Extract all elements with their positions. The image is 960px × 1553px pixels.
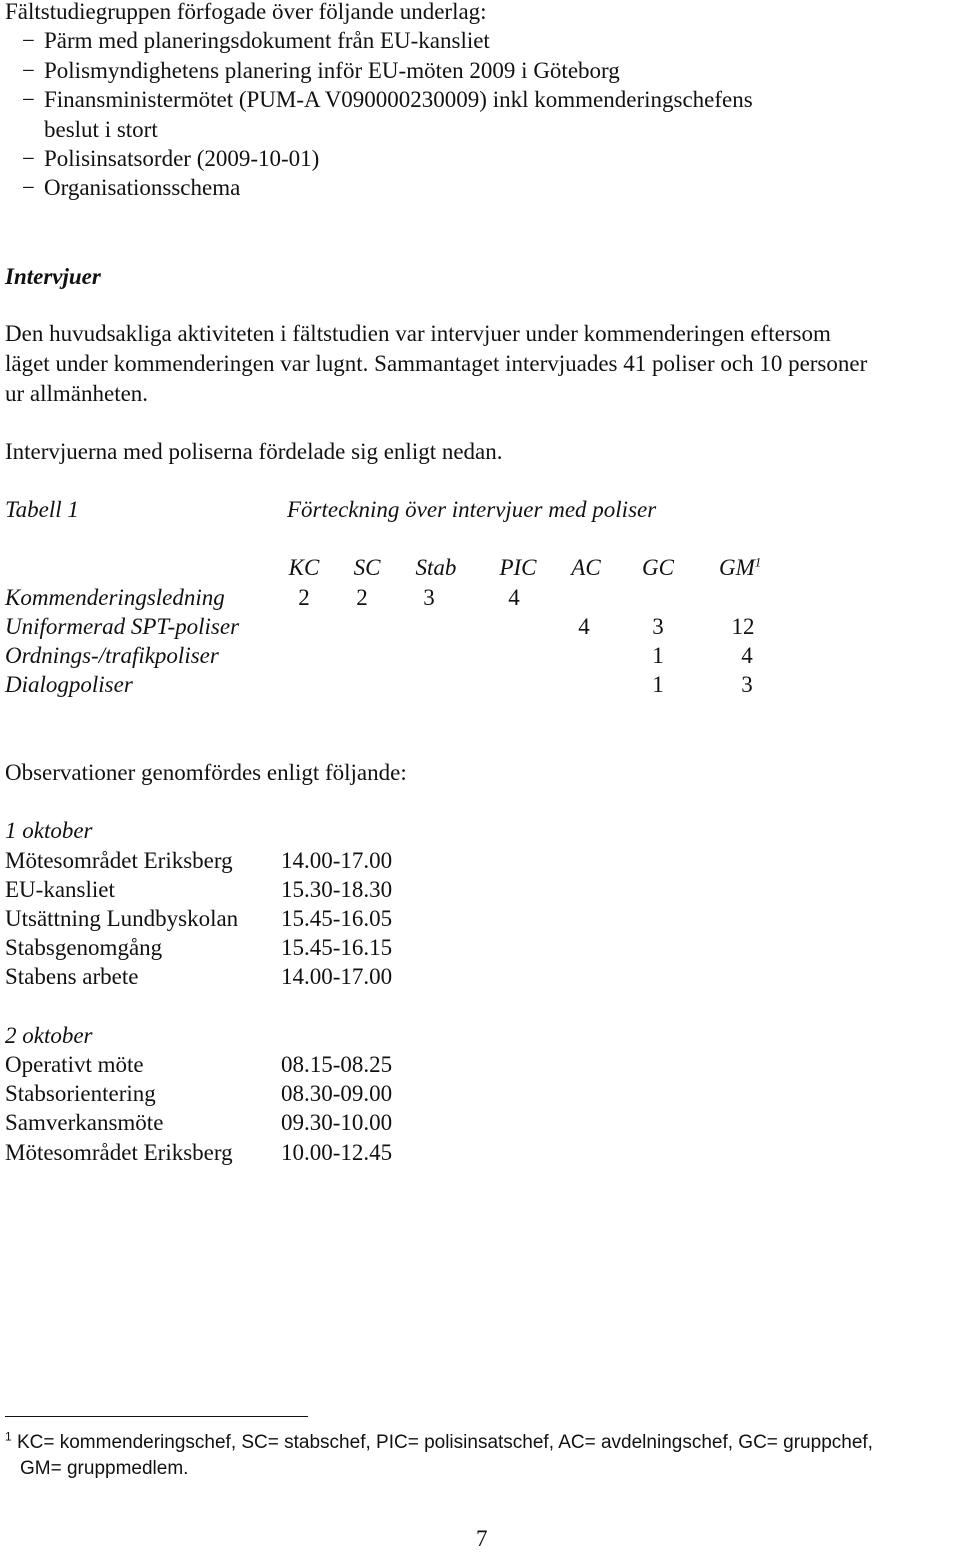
table-row-label: Kommenderingsledning <box>5 585 225 610</box>
table-cell: 3 <box>741 672 753 697</box>
observation-place: Mötesområdet Eriksberg <box>5 848 233 873</box>
column-header-stab: Stab <box>415 555 457 580</box>
paragraph-line: Den huvudsakliga aktiviteten i fältstudien var intervjuer under kommenderingen eftersom <box>5 321 831 346</box>
table-cell: 2 <box>298 585 310 610</box>
list-item: Pärm med planeringsdokument från EU-kansliet <box>44 28 490 53</box>
list-item: Organisationsschema <box>44 175 241 200</box>
observation-time: 15.45-16.15 <box>281 935 393 960</box>
list-dash: − <box>22 146 35 171</box>
observation-time: 08.15-08.25 <box>281 1052 393 1077</box>
table-label: Tabell 1 <box>5 497 79 522</box>
section-heading: Intervjuer <box>5 264 101 289</box>
observation-time: 15.30-18.30 <box>281 877 393 902</box>
observation-place: Samverkansmöte <box>5 1110 164 1135</box>
column-header-gm-label: GM <box>719 555 755 580</box>
observation-time: 10.00-12.45 <box>281 1140 393 1165</box>
observation-time: 09.30-10.00 <box>281 1110 393 1135</box>
list-dash: − <box>22 87 35 112</box>
observation-time: 14.00-17.00 <box>281 848 393 873</box>
observation-place: Stabsgenomgång <box>5 935 163 960</box>
observations-intro: Observationer genomfördes enligt följande: <box>5 760 407 785</box>
observation-time: 15.45-16.05 <box>281 906 393 931</box>
table-cell: 4 <box>741 643 753 668</box>
table-cell: 4 <box>578 614 590 639</box>
page-number: 7 <box>476 1526 488 1551</box>
list-dash: − <box>22 58 35 83</box>
footnote-line <box>5 1431 873 1455</box>
table-row-label: Dialogpoliser <box>5 672 133 697</box>
list-item: Polismyndighetens planering inför EU-möten 2009 i Göteborg <box>44 58 620 83</box>
footnote-text: KC= kommenderingschef, SC= stabschef, PIC= polisinsatschef, AC= avdelningschef, GC= gruppchef, <box>16 1432 873 1453</box>
list-dash: − <box>22 28 35 53</box>
observation-place: Stabens arbete <box>5 964 139 989</box>
observation-time: 14.00-17.00 <box>281 964 393 989</box>
column-header-ac: AC <box>571 555 601 580</box>
list-item: Polisinsatsorder (2009-10-01) <box>44 146 320 171</box>
column-header-sc: SC <box>353 555 381 580</box>
list-item-continuation: beslut i stort <box>44 117 158 142</box>
table-caption: Förteckning över intervjuer med poliser <box>287 497 657 522</box>
footnote-separator <box>5 1416 308 1417</box>
observation-place: EU-kansliet <box>5 877 115 902</box>
table-cell: 3 <box>652 614 664 639</box>
observation-place: Operativt möte <box>5 1052 144 1077</box>
column-header-gc: GC <box>642 555 674 580</box>
table-cell: 4 <box>508 585 520 610</box>
materials-intro: Fältstudiegruppen förfogade över följande underlag: <box>5 0 487 24</box>
table-cell: 12 <box>731 614 755 639</box>
table-cell: 1 <box>652 643 664 668</box>
paragraph: Intervjuerna med poliserna fördelade sig enligt nedan. <box>5 439 503 464</box>
observation-place: Stabsorientering <box>5 1081 156 1106</box>
column-header-kc: KC <box>288 555 320 580</box>
day-heading: 1 oktober <box>5 818 93 843</box>
list-dash: − <box>22 175 35 200</box>
day-heading: 2 oktober <box>5 1023 93 1048</box>
table-cell: 3 <box>423 585 435 610</box>
footnote-mark: 1 <box>5 1429 12 1444</box>
footnote-reference: 1 <box>754 554 762 570</box>
paragraph-line: läget under kommenderingen var lugnt. Sammantaget intervjuades 41 poliser och 10 personer <box>5 351 868 376</box>
table-row-label: Uniformerad SPT-poliser <box>5 614 240 639</box>
list-item: Finansministermötet (PUM-A V090000230009) inkl kommenderingschefens <box>44 87 753 112</box>
observation-place: Mötesområdet Eriksberg <box>5 1140 233 1165</box>
observation-place: Utsättning Lundbyskolan <box>5 906 239 931</box>
table-cell: 2 <box>356 585 368 610</box>
footnote-line: GM= gruppmedlem. <box>20 1458 189 1479</box>
observation-time: 08.30-09.00 <box>281 1081 393 1106</box>
column-header-pic: PIC <box>499 555 537 580</box>
paragraph-line: ur allmänheten. <box>5 381 149 406</box>
table-cell: 1 <box>652 672 664 697</box>
table-row-label: Ordnings-/trafikpoliser <box>5 643 219 668</box>
column-header-gm <box>719 554 761 582</box>
